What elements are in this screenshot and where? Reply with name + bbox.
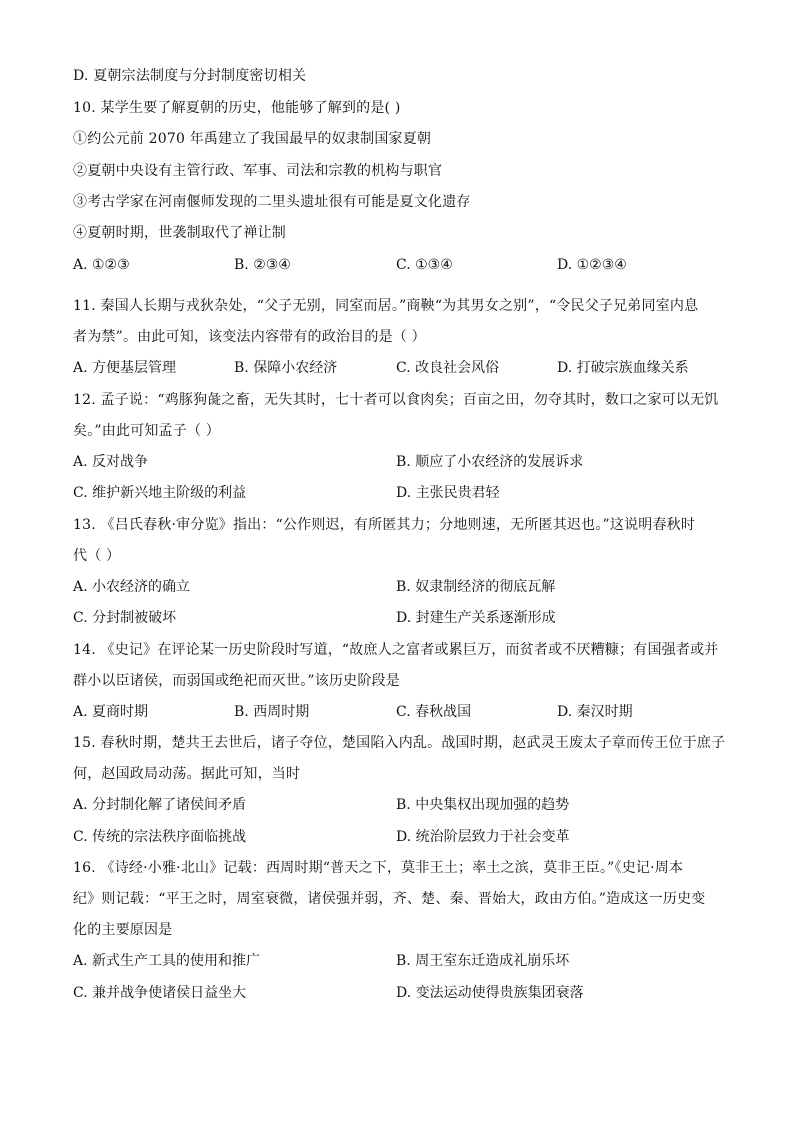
q15-stem-line-1: 15. 春秋时期，楚共王去世后，诸子夺位，楚国陷入内乱。战国时期，赵武灵王废太子章而传王位于庶子	[73, 735, 726, 751]
q10-option-c: C. ①③④	[396, 257, 453, 273]
q14-option-c: C. 春秋战国	[396, 704, 472, 720]
q12-option-b: B. 顺应了小农经济的发展诉求	[396, 454, 584, 470]
q15-option-d: D. 统治阶层致力于社会变革	[396, 829, 570, 845]
q11-option-d: D. 打破宗族血缘关系	[557, 360, 689, 376]
q14-option-b: B. 西周时期	[234, 704, 310, 720]
q13-stem-line-2: 代（ ）	[73, 548, 121, 564]
q11-option-a: A. 方便基层管理	[73, 360, 177, 376]
q10-option-a: A. ①②③	[73, 257, 130, 273]
q13-option-d: D. 封建生产关系逐渐形成	[396, 610, 556, 626]
q12-option-c: C. 维护新兴地主阶级的利益	[73, 485, 247, 501]
q13-option-a: A. 小农经济的确立	[73, 579, 191, 595]
q12-stem-line-1: 12. 孟子说：“鸡豚狗彘之畜，无失其时，七十者可以食肉矣；百亩之田，勿夺其时，数口之家可以无饥	[73, 392, 719, 408]
q16-option-b: B. 周王室东迁造成礼崩乐坏	[396, 953, 570, 969]
q14-stem-line-1: 14. 《史记》在评论某一历史阶段时写道，“故庶人之富者或累巨万，而贫者或不厌糟糠；有国强者或并	[73, 642, 719, 658]
q16-stem-line-1: 16. 《诗经·小雅·北山》记载：西周时期“普天之下，莫非王土；率土之滨，莫非王臣。”《史记·周本	[73, 860, 684, 876]
q11-stem-line-2: 者为禁”。由此可知，该变法内容带有的政治目的是（ ）	[73, 329, 426, 345]
q16-stem-line-2: 纪》则记载：“平王之时，周室衰微，诸侯强并弱，齐、楚、秦、晋始大，政由方伯。”造成这一历史变	[73, 891, 706, 907]
q12-stem-line-2: 矣。”由此可知孟子（ ）	[73, 423, 221, 439]
q12-option-a: A. 反对战争	[73, 454, 149, 470]
q9-option-d: D. 夏朝宗法制度与分封制度密切相关	[73, 68, 307, 84]
q15-option-b: B. 中央集权出现加强的趋势	[396, 797, 570, 813]
q10-item-4: ④夏朝时期，世袭制取代了禅让制	[73, 225, 286, 241]
q13-option-b: B. 奴隶制经济的彻底瓦解	[396, 579, 556, 595]
q10-option-d: D. ①②③④	[557, 257, 627, 273]
q12-option-d: D. 主张民贵君轻	[396, 485, 500, 501]
q10-item-3: ③考古学家在河南偃师发现的二里头遗址很有可能是夏文化遗存	[73, 194, 471, 210]
q14-option-d: D. 秦汉时期	[557, 704, 633, 720]
q10-item-1: ①约公元前 2070 年禹建立了我国最早的奴隶制国家夏朝	[73, 131, 432, 147]
q13-stem-line-1: 13. 《吕氏春秋·审分览》指出：“公作则迟，有所匿其力；分地则速，无所匿其迟也。”这说明春秋时	[73, 517, 696, 533]
q10-stem: 10. 某学生要了解夏朝的历史，他能够了解到的是( )	[73, 100, 401, 116]
q11-stem-line-1: 11. 秦国人长期与戎狄杂处，“父子无别，同室而居。”商鞅“为其男女之别”，“令民父子兄弟同室内息	[73, 298, 699, 314]
q16-option-c: C. 兼并战争使诸侯日益坐大	[73, 985, 247, 1001]
q14-option-a: A. 夏商时期	[73, 704, 149, 720]
q16-option-a: A. 新式生产工具的使用和推广	[73, 953, 261, 969]
q16-stem-line-3: 化的主要原因是	[73, 922, 173, 938]
q15-stem-line-2: 何，赵国政局动荡。据此可知，当时	[73, 766, 301, 782]
q13-option-c: C. 分封制被破坏	[73, 610, 177, 626]
q10-option-b: B. ②③④	[234, 257, 291, 273]
q10-item-2: ②夏朝中央设有主管行政、军事、司法和宗教的机构与职官	[73, 163, 443, 179]
q15-option-a: A. 分封制化解了诸侯间矛盾	[73, 797, 247, 813]
q14-stem-line-2: 群小以臣诸侯，而弱国或绝祀而灭世。”该历史阶段是	[73, 673, 400, 689]
q16-option-d: D. 变法运动使得贵族集团衰落	[396, 985, 584, 1001]
q15-option-c: C. 传统的宗法秩序面临挑战	[73, 829, 247, 845]
q11-option-b: B. 保障小农经济	[234, 360, 338, 376]
q11-option-c: C. 改良社会风俗	[396, 360, 500, 376]
